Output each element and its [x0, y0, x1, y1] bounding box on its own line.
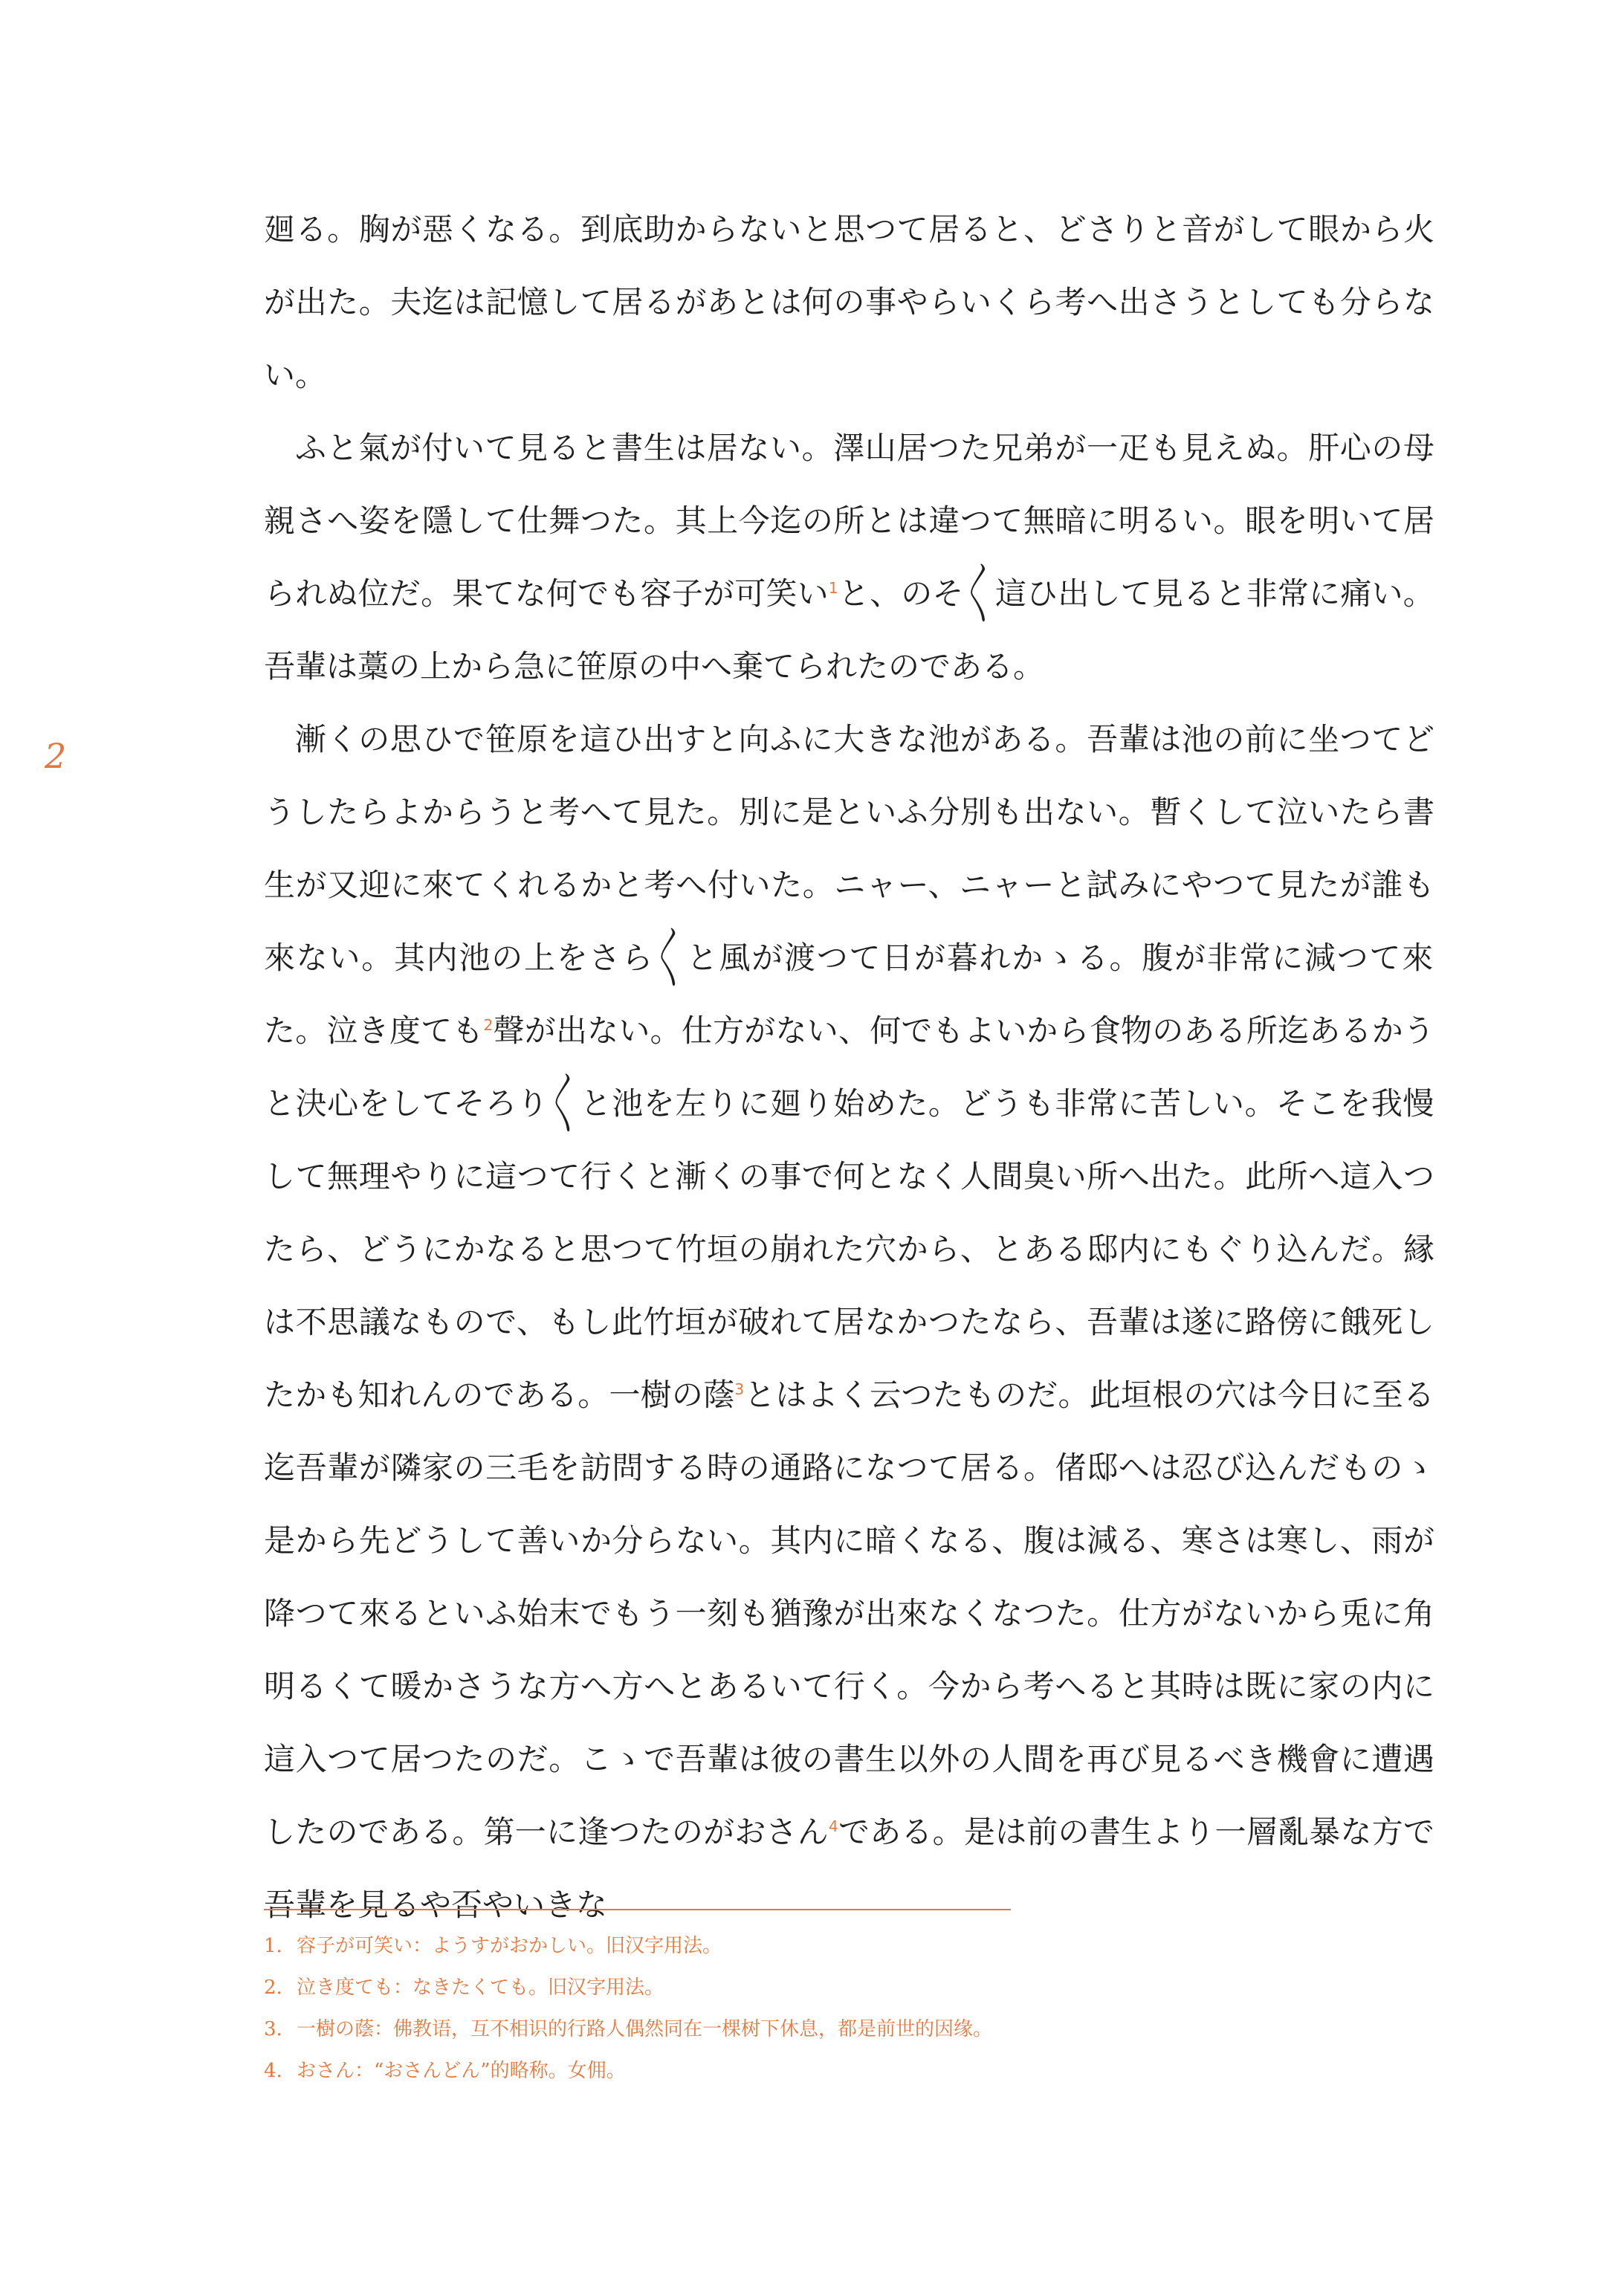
footnotes: [264, 1925, 1434, 2092]
paragraph-text: 廻る。胸が惡くなる。到底助からないと思つて居ると、どさりと音がして眼から火が出た。夫迄は記憶して居るがあとは何の事やらいくら考へ出さうとしても分らない。: [264, 211, 1434, 393]
paragraph: [264, 412, 1434, 703]
footnote-ref[interactable]: 4: [829, 1817, 838, 1835]
paragraph: [264, 193, 1434, 412]
footnote-number: 3.: [264, 2018, 282, 2040]
paragraph-text: である。是は前の書生より一層亂暴な方で吾輩を見るや否やいきな: [264, 1814, 1434, 1923]
footnote: [264, 1967, 1434, 2008]
footnote-divider: [264, 1909, 1011, 1910]
paragraph-text: 漸くの思ひで笹原を這ひ出すと向ふに大きな池がある。吾輩は池の前に坐つてどうしたらよからうと考へて見た。別に是といふ分別も出ない。暫くして泣いたら書生が又迎に來てくれるかと考へ付いた。ニャー、ニャーと試みにやつて見たが誰も來ない。其内池の上をさら〳〵と風が渡つて日が暮れかゝる。腹が非常に減つて來た。泣き度ても: [264, 721, 1434, 1049]
footnote-ref[interactable]: 3: [734, 1380, 745, 1398]
footnote: [264, 1925, 1434, 1967]
footnote-text: 一樹の蔭：佛教语，互不相识的行路人偶然同在一棵树下休息，都是前世的因缘。: [297, 2018, 993, 2040]
paragraph: [264, 703, 1434, 1942]
body-text: [264, 193, 1434, 1942]
footnote-ref[interactable]: 1: [828, 579, 838, 597]
footnote-number: 4.: [264, 2060, 282, 2082]
paragraph-text: ふと氣が付いて見ると書生は居ない。澤山居つた兄弟が一疋も見えぬ。肝心の母親さへ姿を隱して仕舞つた。其上今迄の所とは違つて無暗に明るい。眼を明いて居られぬ位だ。果てな何でも容子が可笑い: [264, 430, 1434, 612]
footnote-number: 1.: [264, 1935, 282, 1957]
footnote: [264, 2008, 1434, 2050]
paragraph-text: 聲が出ない。仕方がない、何でもよいから食物のある所迄あるかうと決心をしてそろり〳〵と池を左りに廻り始めた。どうも非常に苦しい。そこを我慢して無理やりに這つて行くと漸くの事で何となく人間臭い所へ出た。此所へ這入つたら、どうにかなると思つて竹垣の崩れた穴から、とある邸内にもぐり込んだ。縁は不思議なもので、もし此竹垣が破れて居なかつたなら、吾輩は遂に路傍に餓死したかも知れんのである。一樹の蔭: [264, 1012, 1434, 1413]
page-number: 2: [45, 736, 67, 776]
footnote-text: 泣き度ても：なきたくても。旧汉字用法。: [297, 1976, 664, 1999]
footnote: [264, 2050, 1434, 2092]
footnote-ref[interactable]: 2: [483, 1016, 494, 1034]
footnote-number: 2.: [264, 1976, 282, 1999]
footnote-text: おさん：“おさんどん”的略称。女佣。: [297, 2060, 626, 2082]
paragraph-text: とはよく云つたものだ。此垣根の穴は今日に至る迄吾輩が隣家の三毛を訪問する時の通路になつて居る。偖邸へは忍び込んだものゝ是から先どうして善いか分らない。其内に暗くなる、腹は減る、寒さは寒し、雨が降つて來るといふ始末でもう一刻も猶豫が出來なくなつた。仕方がないから兎に角明るくて暖かさうな方へ方へとあるいて行く。今から考へると其時は既に家の内に這入つて居つたのだ。こゝで吾輩は彼の書生以外の人間を再び見るべき機會に遭遇したのである。第一に逢つたのがおさん: [264, 1377, 1434, 1850]
paragraph-text: と、のそ〳〵這ひ出して見ると非常に痛い。吾輩は藁の上から急に笹原の中へ棄てられたのである。: [264, 575, 1434, 685]
footnote-text: 容子が可笑い：ようすがおかしい。旧汉字用法。: [297, 1935, 722, 1957]
